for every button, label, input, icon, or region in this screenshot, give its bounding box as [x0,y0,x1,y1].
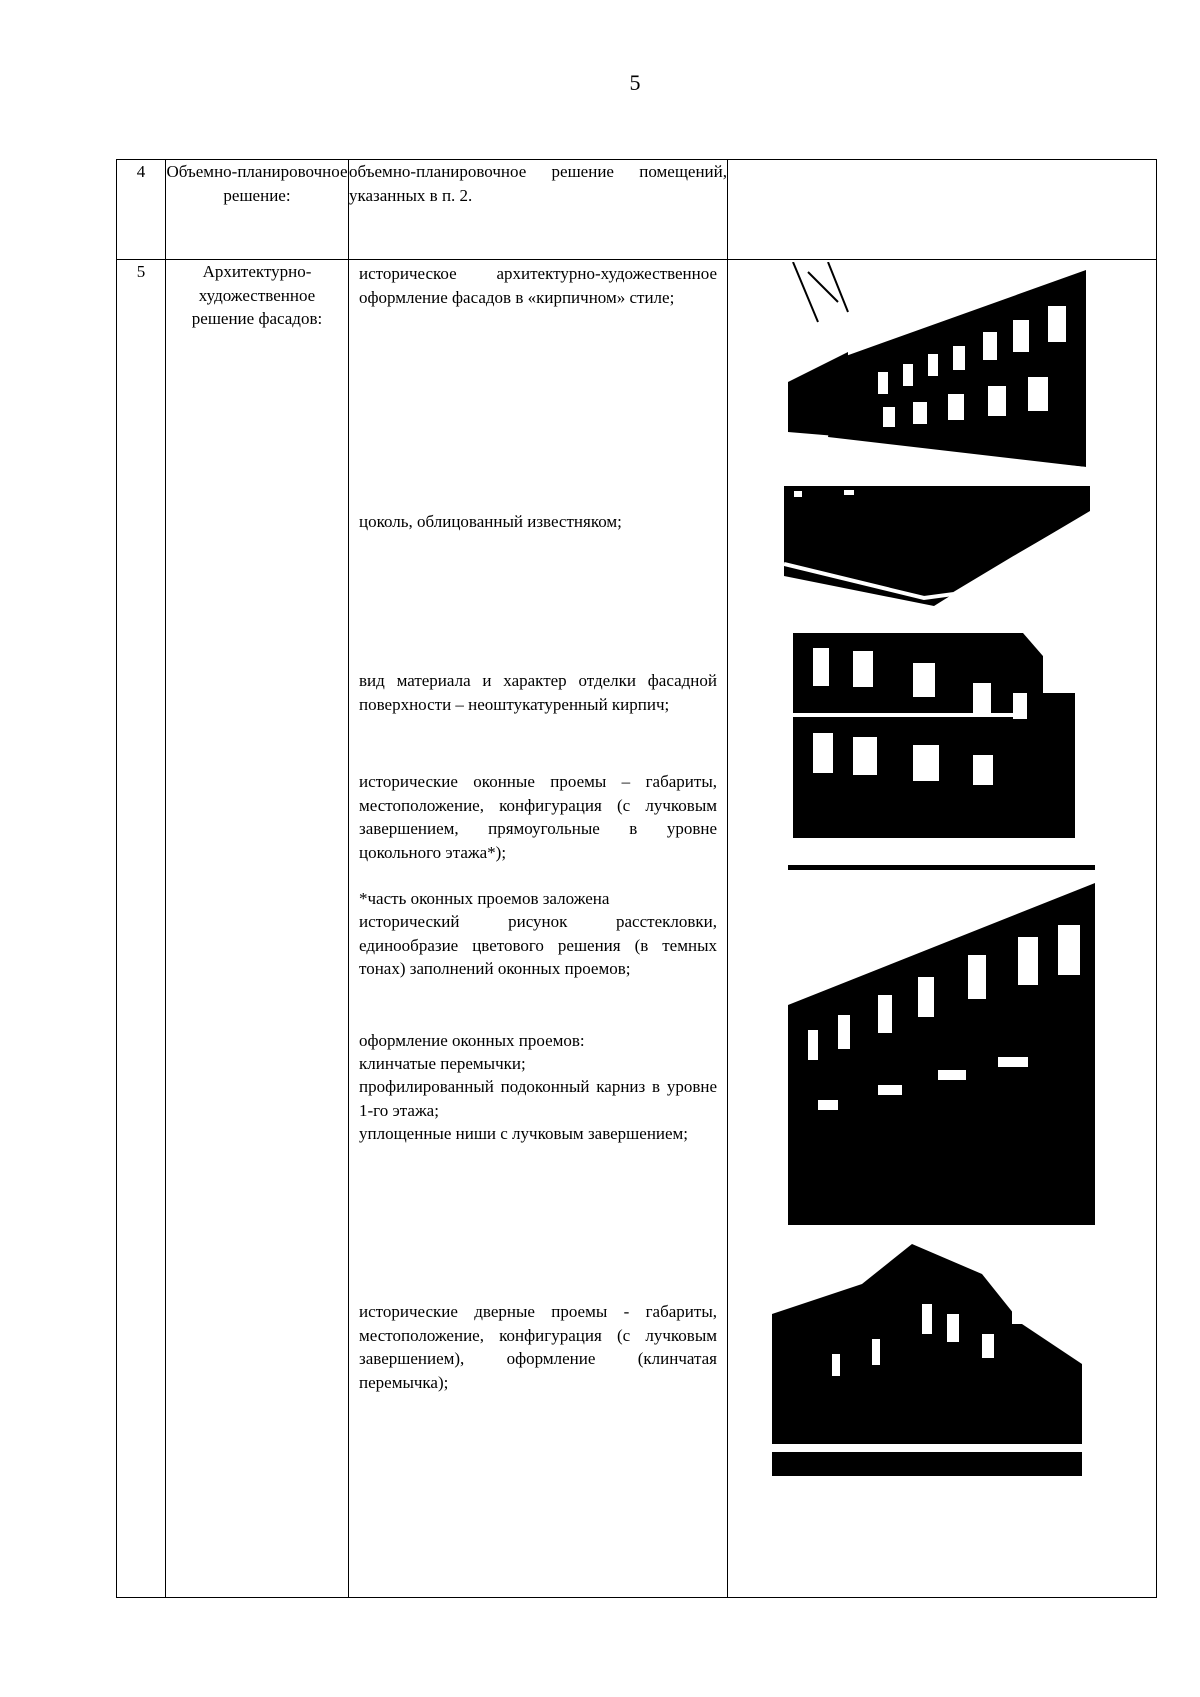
desc-facade-style: историческое архитектурно-художественное оформление фасадов в «кирпичном» стиле; [359,264,717,307]
row-description [349,160,728,260]
desc-glazing: исторический рисунок расстекловки, единообразие цветового решения (в темных тонах) заполнений оконных проемов; [359,912,717,978]
photo-cell [728,260,1157,1598]
plinth-photo [784,486,1090,612]
page-number: 5 [629,70,641,95]
desc-material: вид материала и характер отделки фасадной поверхности – неоштукатуренный кирпич; [359,671,717,714]
table-row [117,160,1157,260]
heritage-table [116,159,1157,1598]
desc-window-note: *часть оконных проемов заложена [359,889,610,908]
desc-window-openings: исторические оконные проемы – габариты, местоположение, конфигурация (с лучковым завершением, прямоугольные в уровне цокольного этажа*); [359,772,717,862]
brick-windows-photo [793,633,1075,838]
desc-window-decor-title: оформление оконных проемов: [359,1031,585,1050]
description-text: объемно-планировочное решение помещений, указанных в п. 2. [349,162,727,205]
row-title: Архитектурно-художественное решение фасадов: [166,260,349,1598]
facade-photo [788,262,1086,480]
desc-door-openings: исторические дверные проемы - габариты, местоположение, конфигурация (с лучковым завершением), оформление (клинчатая перемычка); [359,1302,717,1392]
desc-lintels: клинчатые перемычки; [359,1054,526,1073]
window-decor-photo [788,865,1095,1225]
photo-cell-empty [728,160,1157,260]
row-description [349,260,728,1598]
row-title: Объемно-планировочное решение: [166,160,349,260]
row-number: 5 [117,260,166,1598]
desc-plinth: цоколь, облицованный известняком; [359,512,622,531]
door-openings-photo [772,1244,1082,1476]
desc-cornice: профилированный подоконный карниз в уровне 1-го этажа; [359,1077,717,1120]
row-number: 4 [117,160,166,260]
table-row [117,260,1157,1598]
desc-niches: уплощенные ниши с лучковым завершением; [359,1124,689,1143]
